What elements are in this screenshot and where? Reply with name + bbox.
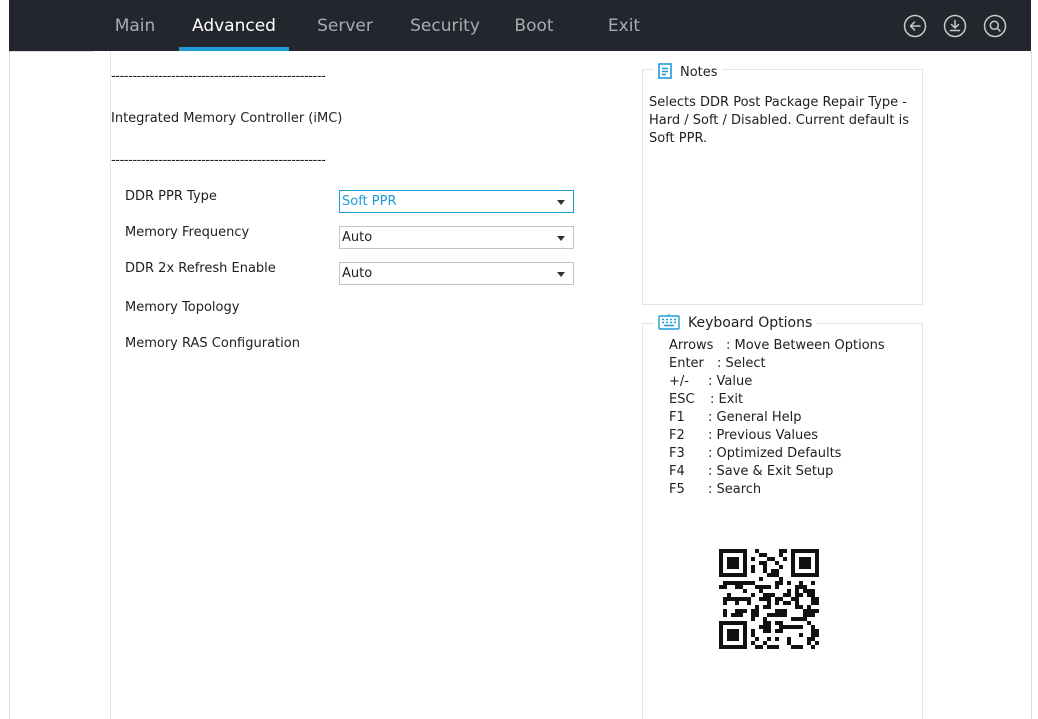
kb-desc: : Select <box>717 356 766 371</box>
frame-left-border <box>9 51 10 719</box>
kb-key: F1 <box>669 410 685 425</box>
setting-label-ddr-2x-refresh[interactable]: DDR 2x Refresh Enable <box>125 261 276 276</box>
back-icon[interactable] <box>903 14 927 38</box>
kb-row <box>669 428 818 443</box>
kb-desc: : Search <box>708 482 762 497</box>
kb-row <box>669 392 743 407</box>
notes-text: Selects DDR Post Package Repair Type - Hard / Soft / Disabled. Current default is Soft PPR. <box>649 95 910 146</box>
kb-desc: : Value <box>708 374 753 389</box>
kb-desc: : Exit <box>710 392 744 407</box>
kb-row <box>669 356 766 371</box>
kb-key: ESC <box>669 392 695 407</box>
kb-key: F3 <box>669 446 685 461</box>
tab-advanced[interactable]: Advanced <box>179 0 289 51</box>
ddr-ppr-type-select[interactable] <box>339 190 574 213</box>
ddr-2x-refresh-select[interactable] <box>339 262 574 285</box>
kb-row <box>669 410 802 425</box>
kb-desc: : Optimized Defaults <box>708 446 842 461</box>
chevron-down-icon <box>557 272 565 277</box>
kb-key: Enter <box>669 356 704 371</box>
chevron-down-icon <box>557 236 565 241</box>
notes-header <box>654 63 722 83</box>
setting-label-memory-frequency[interactable]: Memory Frequency <box>125 225 250 240</box>
setting-label-ddr-ppr-type[interactable]: DDR PPR Type <box>125 189 217 204</box>
ddr-ppr-type-value: Soft PPR <box>342 194 397 209</box>
kb-row <box>669 338 885 353</box>
tab-security[interactable]: Security <box>410 16 480 36</box>
kb-row <box>669 374 752 389</box>
notes-icon <box>658 63 672 83</box>
save-download-icon[interactable] <box>943 14 967 38</box>
kb-key: Arrows <box>669 338 714 353</box>
section-title: Integrated Memory Controller (iMC) <box>111 111 343 126</box>
qr-code-icon <box>709 539 829 659</box>
kb-key: F2 <box>669 428 685 443</box>
tab-main[interactable]: Main <box>114 16 156 36</box>
content-column-divider <box>110 51 111 719</box>
kb-row <box>669 446 841 461</box>
kb-desc: : Move Between Options <box>726 338 885 353</box>
kb-row <box>669 482 761 497</box>
kb-key: +/- <box>669 374 689 389</box>
memory-frequency-select[interactable] <box>339 226 574 249</box>
submenu-memory-topology[interactable]: Memory Topology <box>125 300 240 315</box>
kb-desc: : Save & Exit Setup <box>708 464 834 479</box>
top-menu-bar <box>9 0 1031 51</box>
tab-exit[interactable]: Exit <box>607 16 641 36</box>
tab-server[interactable]: Server <box>317 16 373 36</box>
kb-desc: : Previous Values <box>708 428 819 443</box>
kb-desc: : General Help <box>708 410 802 425</box>
memory-frequency-value: Auto <box>342 230 373 245</box>
kb-row <box>669 464 833 479</box>
kb-key: F4 <box>669 464 685 479</box>
separator-top: -------------------------------------------------- <box>111 69 326 84</box>
frame-right-border <box>1031 51 1032 719</box>
chevron-down-icon <box>557 200 565 205</box>
notes-title: Notes <box>680 65 718 80</box>
keyboard-title: Keyboard Options <box>688 315 813 331</box>
ddr-2x-refresh-value: Auto <box>342 266 373 281</box>
submenu-memory-ras-configuration[interactable]: Memory RAS Configuration <box>125 336 300 351</box>
frame-top-strip <box>9 51 93 52</box>
search-icon[interactable] <box>983 14 1007 38</box>
keyboard-icon <box>658 314 680 334</box>
keyboard-header <box>654 314 816 334</box>
kb-key: F5 <box>669 482 685 497</box>
tab-boot[interactable]: Boot <box>514 16 554 36</box>
separator-bottom: -------------------------------------------------- <box>111 153 326 168</box>
